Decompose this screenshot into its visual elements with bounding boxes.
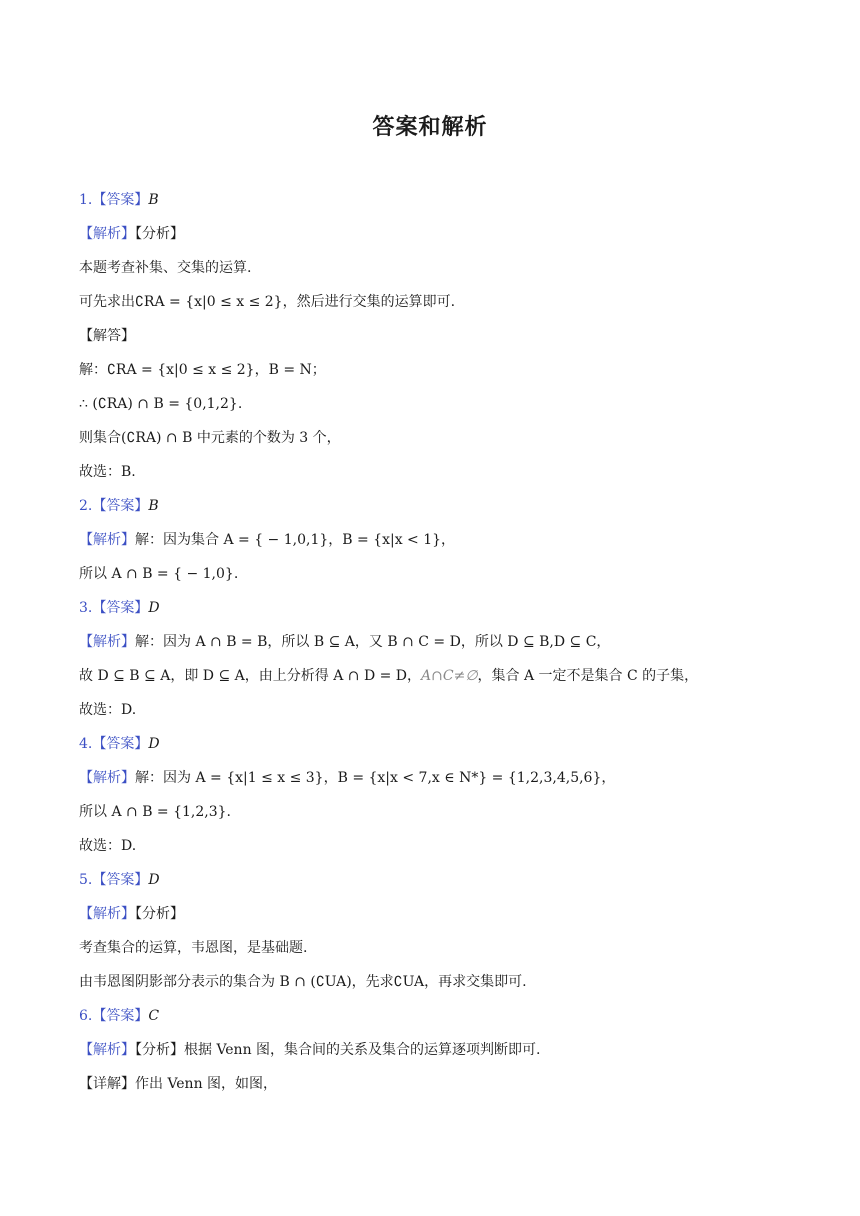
q5-answer-line	[79, 870, 160, 890]
q2-text: 所以 A ∩ B = { − 1,0}.	[79, 566, 239, 582]
q3-text: 故 D ⊆ B ⊆ A，即 D ⊆ A，由上分析得 A ∩ D = D，	[79, 668, 422, 684]
q5-number: 5.	[79, 872, 93, 888]
q6-answer-line	[79, 1006, 159, 1026]
q1-text: 故选：B.	[79, 464, 136, 480]
q1-number: 1.	[79, 192, 93, 208]
q4-text: 解：因为 A = {x|1 ≤ x ≤ 3}，B = {x|x < 7,x ∈ N*} = {1,2,3,4,5,6}，	[135, 770, 616, 786]
q4-answer-line	[79, 734, 160, 754]
q6-text: 作出 Venn 图，如图，	[135, 1076, 278, 1092]
q3-text: ，集合 A 一定不是集合 C 的子集，	[477, 668, 699, 684]
q1-text: 解：∁RA = {x|0 ≤ x ≤ 2}，B = N；	[79, 362, 326, 378]
fenxi-tag: 【分析】	[135, 226, 184, 242]
jiexi-tag: 【解析】	[79, 770, 135, 786]
q2-number: 2.	[79, 498, 93, 514]
page-title: 答案和解析	[372, 115, 488, 140]
fenxi-tag: 【分析】	[135, 1042, 184, 1058]
q6-detail-line	[79, 1074, 277, 1094]
jiexi-tag: 【解析】	[79, 226, 135, 242]
q5-analysis-line	[79, 904, 184, 924]
q3-text: 故选：D.	[79, 702, 137, 718]
answer-tag: 【答案】	[92, 192, 149, 208]
jiexi-tag: 【解析】	[79, 634, 135, 650]
answer-tag: 【答案】	[92, 872, 149, 888]
q5-answer: D	[148, 872, 160, 888]
q1-text: 则集合(∁RA) ∩ B 中元素的个数为 3 个，	[79, 430, 341, 446]
answer-tag: 【答案】	[92, 600, 149, 616]
q4-analysis-line	[79, 768, 615, 788]
q1-text: 本题考查补集、交集的运算.	[79, 260, 252, 276]
xiangjie-tag: 【详解】	[79, 1076, 135, 1092]
q3-number: 3.	[79, 600, 93, 616]
q6-text: 根据 Venn 图，集合间的关系及集合的运算逐项判断即可.	[184, 1042, 541, 1058]
q3-answer-line	[79, 598, 160, 618]
q6-number: 6.	[79, 1008, 93, 1024]
q5-text: 由韦恩图阴影部分表示的集合为 B ∩ (∁UA)，先求∁UA，再求交集即可.	[79, 974, 527, 990]
q2-analysis-line	[79, 530, 455, 550]
q2-text: 解：因为集合 A = { − 1,0,1}，B = {x|x < 1}，	[135, 532, 456, 548]
q5-text: 考查集合的运算，韦恩图，是基础题.	[79, 940, 308, 956]
jieda-tag: 【解答】	[79, 328, 135, 344]
q4-number: 4.	[79, 736, 93, 752]
q1-text: ∴ (∁RA) ∩ B = {0,1,2}.	[79, 396, 243, 412]
q2-answer-line	[79, 496, 159, 516]
jiexi-tag: 【解析】	[79, 532, 135, 548]
q6-answer: C	[148, 1008, 160, 1024]
q1-analysis-line	[79, 224, 184, 244]
fenxi-tag: 【分析】	[135, 906, 184, 922]
q4-text: 所以 A ∩ B = {1,2,3}.	[79, 804, 231, 820]
q2-answer: B	[148, 498, 159, 514]
answer-tag: 【答案】	[92, 498, 149, 514]
answer-tag: 【答案】	[92, 1008, 149, 1024]
q4-text: 故选：D.	[79, 838, 137, 854]
q3-text-line	[79, 666, 698, 686]
answer-tag: 【答案】	[92, 736, 149, 752]
jiexi-tag: 【解析】	[79, 906, 135, 922]
q4-answer: D	[148, 736, 160, 752]
q1-answer: B	[148, 192, 159, 208]
q1-text: 可先求出∁RA = {x|0 ≤ x ≤ 2}，然后进行交集的运算即可.	[79, 294, 456, 310]
jiexi-tag: 【解析】	[79, 1042, 135, 1058]
q1-answer-line	[79, 190, 159, 210]
q3-answer: D	[148, 600, 160, 616]
q6-analysis-line	[79, 1040, 541, 1060]
q3-text: 解：因为 A ∩ B = B，所以 B ⊆ A，又 B ∩ C = D，所以 D ⊆ B,D ⊆ C，	[135, 634, 611, 650]
formula-image: A∩C≠∅	[421, 668, 478, 684]
q3-analysis-line	[79, 632, 610, 652]
